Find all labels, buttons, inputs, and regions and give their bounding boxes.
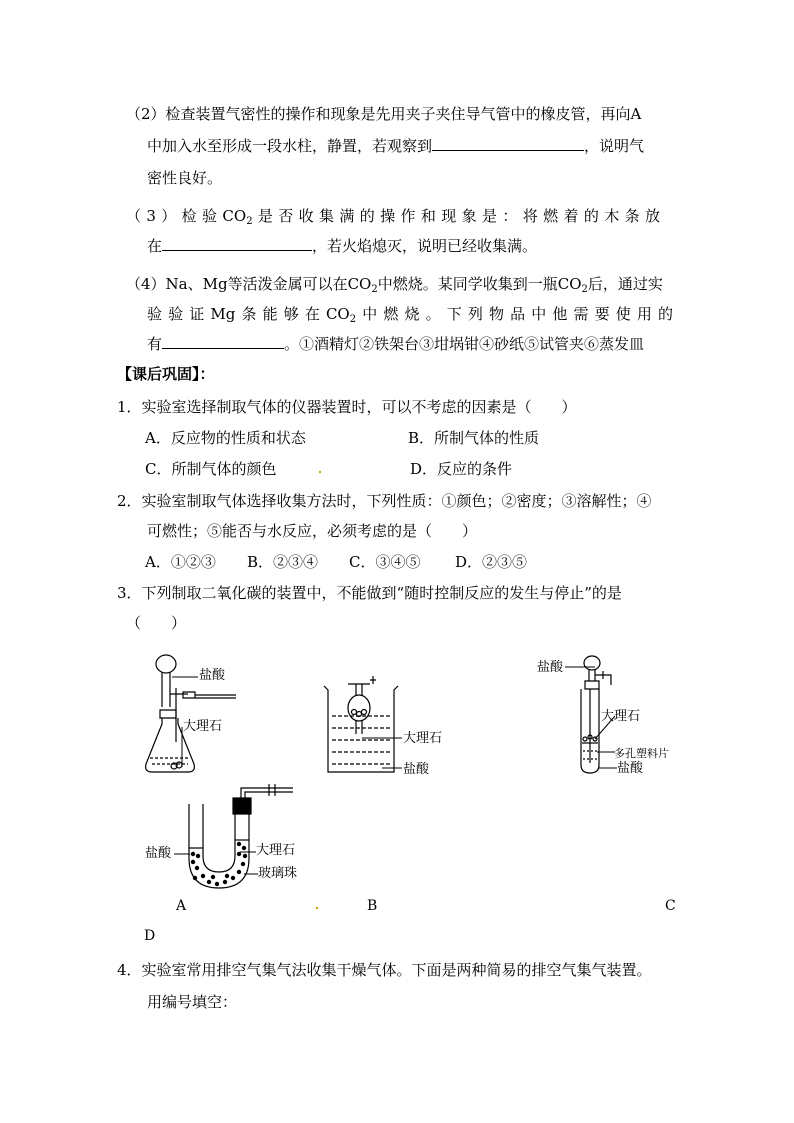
- q3-line2: [147, 236, 537, 256]
- fig-d-acid-label: 盐酸: [145, 846, 172, 861]
- q2-line2: [147, 136, 644, 156]
- fig-d-leader-lines: [172, 852, 262, 882]
- q4-line3-pre: 有: [147, 335, 163, 353]
- fig-a-acid-label: 盐酸: [199, 668, 226, 683]
- fig-b-marble-label: 大理石: [403, 731, 443, 746]
- section-title: 【课后巩固】：: [117, 365, 215, 383]
- fig-b-leader-lines: [362, 738, 404, 774]
- fig-label-d: D: [144, 928, 156, 944]
- fig-d-beads-label: 玻璃珠: [258, 866, 298, 881]
- q4-answer-blank[interactable]: [162, 334, 284, 349]
- fig-c-acid-label: 盐酸: [537, 660, 564, 675]
- q3-line2-post: ，若火焰熄灭，说明已经收集满。: [312, 237, 538, 255]
- fig-b-acid-label: 盐酸: [403, 762, 430, 777]
- p2-option-a[interactable]: A．①②③: [145, 553, 216, 571]
- q4-line3-post: 。①酒精灯②铁架台③坩埚钳④砂纸⑤试管夹⑥蒸发皿: [284, 335, 645, 353]
- p2-option-d[interactable]: D．②③⑤: [455, 553, 528, 571]
- p2-stem-line1: 2．实验室制取气体选择收集方法时，下列性质：①颜色；②密度；③溶解性；④: [117, 492, 652, 510]
- q4-line1-c: 后，通过实: [587, 275, 663, 293]
- q2-line2-pre: 中加入水至形成一段水柱，静置，若观察到: [147, 137, 433, 155]
- q3-line1-b: 是否收集满的操作和现象是：将燃着的木条放: [252, 207, 660, 225]
- fig-c-acid2-label: 盐酸: [617, 761, 644, 776]
- stray-dot-2: [316, 907, 318, 909]
- fig-label-b: B: [367, 898, 378, 914]
- fig-c-marble-label: 大理石: [601, 709, 641, 724]
- q4-line2-a: 验验证Mg条能够在CO: [147, 305, 350, 323]
- fig-a-marble-label: 大理石: [183, 719, 223, 734]
- fig-a-leader-lines: [170, 672, 210, 772]
- p2-option-b[interactable]: B．②③④: [247, 553, 319, 571]
- q4-sub-a: 2: [371, 284, 378, 295]
- q3-answer-blank[interactable]: [162, 236, 312, 251]
- fig-c-leader-lines: [585, 664, 625, 774]
- fig-d-marble-label: 大理石: [256, 843, 296, 858]
- p3-stem-line2: （ ）: [126, 614, 187, 632]
- p4-stem-line1: 4．实验室常用排空气集气法收集干燥气体。下面是两种简易的排空气集气装置。: [117, 961, 652, 979]
- q2-line3: 密性良好。: [147, 169, 223, 187]
- p1-stem: 1．实验室选择制取气体的仪器装置时，可以不考虑的因素是（ ）: [117, 398, 577, 416]
- p1-option-c[interactable]: C．所制气体的颜色: [145, 460, 277, 478]
- q4-line3: [147, 334, 644, 354]
- q2-answer-blank[interactable]: [432, 136, 584, 151]
- p1-option-d[interactable]: D．反应的条件: [410, 460, 513, 478]
- fig-label-c: C: [665, 898, 676, 914]
- q4-line1: [126, 274, 663, 294]
- p2-stem-line2: 可燃性；⑤能否与水反应，必须考虑的是（ ）: [147, 522, 478, 540]
- q2-line1: （2）检查装置气密性的操作和现象是先用夹子夹住导气管中的橡皮管，再向A: [126, 105, 642, 123]
- q3-line1-a: （3）检验CO: [126, 207, 247, 225]
- q4-line2-b: 中燃烧。下列物品中他需要使用的: [356, 305, 673, 323]
- q4-sub-c: 2: [349, 314, 357, 325]
- p3-stem-line1: 3．下列制取二氧化碳的装置中，不能做到“随时控制反应的发生与停止”的是: [117, 584, 622, 602]
- q4-line1-a: （4）Na、Mg等活泼金属可以在CO: [126, 275, 372, 293]
- q3-sub: 2: [246, 216, 253, 227]
- q4-line2: [147, 304, 673, 324]
- fig-label-a: A: [176, 898, 187, 914]
- fig-c-plate-label: 多孔塑料片: [614, 747, 669, 760]
- q3-line1: [126, 206, 660, 226]
- q3-line2-pre: 在: [147, 237, 163, 255]
- p2-option-c[interactable]: C．③④⑤: [349, 553, 421, 571]
- q4-sub-b: 2: [581, 284, 588, 295]
- q4-line1-b: 中燃烧。某同学收集到一瓶CO: [377, 275, 582, 293]
- q2-line2-post: ，说明气: [584, 137, 645, 155]
- p1-option-b[interactable]: B．所制气体的性质: [408, 429, 540, 447]
- p4-stem-line2: 用编号填空：: [147, 993, 238, 1011]
- p1-option-a[interactable]: A．反应物的性质和状态: [145, 429, 306, 447]
- stray-dot: [319, 471, 321, 473]
